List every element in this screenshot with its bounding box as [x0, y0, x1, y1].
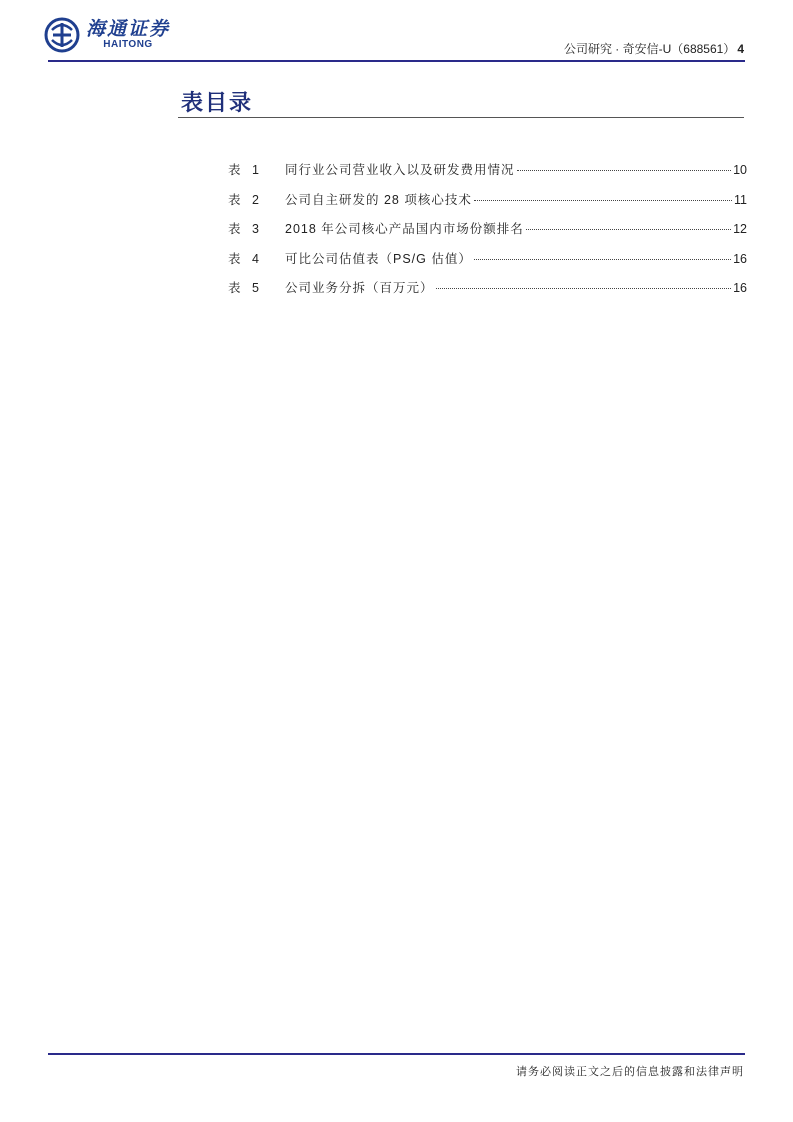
- toc-dot-leader: [517, 170, 732, 171]
- footer-divider: [48, 1053, 745, 1055]
- toc-dot-leader: [526, 229, 731, 230]
- toc-entry[interactable]: [228, 160, 747, 190]
- toc-entry[interactable]: [228, 219, 747, 249]
- toc-entry-page: 12: [733, 222, 747, 236]
- toc-title: 表目录: [181, 90, 254, 116]
- toc-entry-label: 公司自主研发的 28 项核心技术: [285, 192, 472, 207]
- toc-dot-leader: [436, 288, 732, 289]
- footer-disclaimer: 请务必阅读正文之后的信息披露和法律声明: [516, 1066, 744, 1078]
- toc-entry-label: 同行业公司营业收入以及研发费用情况: [285, 163, 515, 177]
- toc-entry-number: 表 4: [228, 251, 263, 266]
- title-divider: [178, 117, 744, 118]
- haitong-logo: [44, 16, 170, 54]
- toc-dot-leader: [474, 200, 732, 201]
- logo-english-name: HAITONG: [103, 39, 153, 50]
- header-doc-info: [564, 40, 744, 57]
- toc-entry-number: 表 3: [228, 222, 263, 236]
- toc-entry-label: 公司业务分拆（百万元）: [285, 281, 434, 295]
- toc-entry-page: 16: [733, 251, 747, 266]
- doc-info: 公司研究 · 奇安信-U（688561）: [563, 42, 736, 56]
- toc-entry-number: 表 1: [228, 163, 263, 177]
- toc-entry-page: 16: [733, 281, 747, 295]
- haitong-emblem-icon: [44, 16, 80, 54]
- page-number: 4: [737, 42, 744, 56]
- toc-dot-leader: [474, 259, 731, 260]
- toc-entry-page: 10: [733, 163, 747, 177]
- toc-entry-label: 2018 年公司核心产品国内市场份额排名: [285, 222, 524, 236]
- toc-entry-number: 表 5: [228, 281, 263, 295]
- toc-entry[interactable]: [228, 249, 747, 279]
- table-of-tables: [228, 160, 747, 308]
- toc-entry[interactable]: [228, 190, 747, 220]
- toc-entry-page: 11: [734, 192, 747, 207]
- logo-chinese-name: 海通证券: [86, 18, 171, 40]
- toc-entry-label: 可比公司估值表（PS/G 估值）: [285, 251, 472, 266]
- header-divider: [48, 60, 745, 62]
- toc-entry[interactable]: [228, 278, 747, 308]
- toc-entry-number: 表 2: [228, 192, 263, 207]
